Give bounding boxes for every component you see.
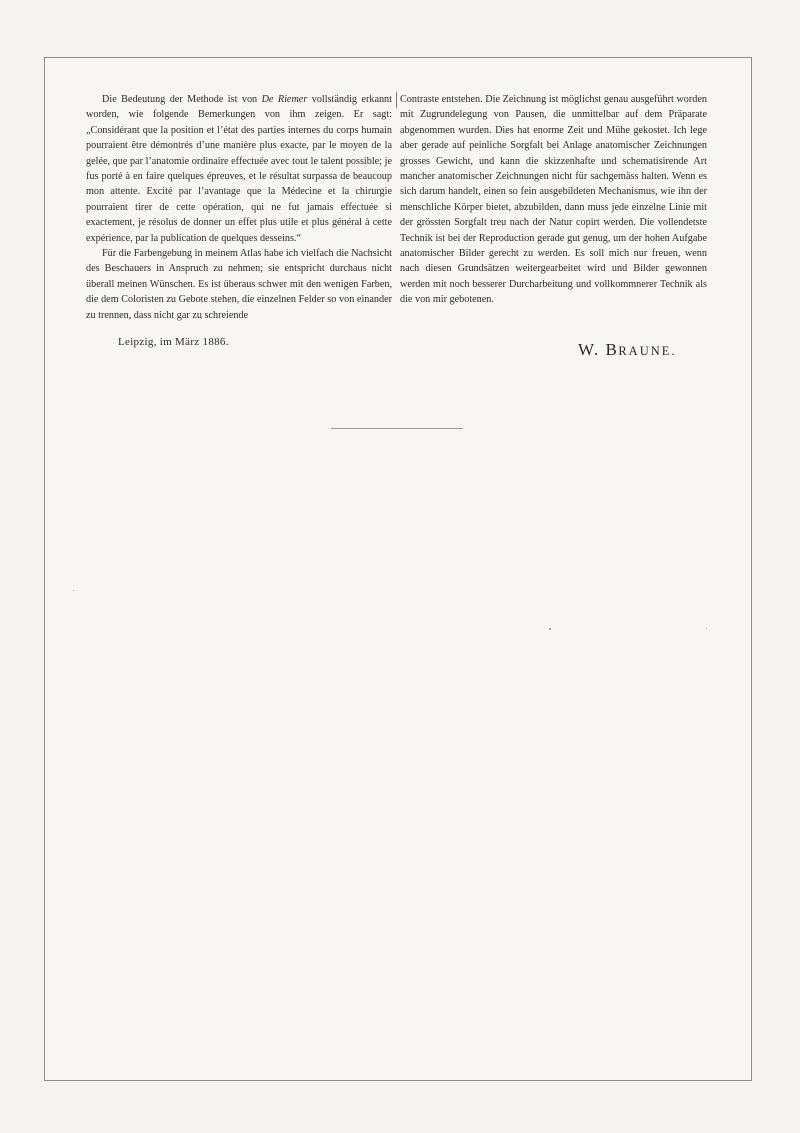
- place-and-date: Leipzig, im März 1886.: [118, 336, 229, 348]
- paper-speck: [73, 590, 74, 591]
- author-name-riemer: De Riemer: [261, 94, 308, 105]
- paragraph-riemer-lead: Die Bedeutung der Methode ist von: [102, 94, 262, 105]
- text-column-left: [86, 92, 392, 323]
- author-signature: [578, 340, 677, 360]
- paragraph-riemer: [86, 92, 392, 246]
- column-divider: [396, 92, 397, 108]
- signature-surname: RAUNE.: [618, 344, 677, 358]
- text-column-right: [400, 92, 707, 308]
- paper-speck: [706, 628, 707, 629]
- signature-initials: W. B: [578, 340, 619, 359]
- end-rule: [331, 428, 463, 429]
- paragraph-riemer-quote: vollständig erkannt worden, wie folgende Bemerkungen von ihm zeigen. Er sagt: „Considérant que la position et l’état des parties internes du corps humain pourraient être démontrés d’une manière plus exacte, par le moyen de la gelée, que par l’anatomie ordinaire effectuée avec tout le talent possible; je fus porté à en faire quelques épreuves, et le résultat surpassa de beaucoup mon attente. Excité par l’avantage que la Médecine et la chirurgie pourraient tirer de cette opération, qui ne fut jamais effectuée si exactement, je résolus de donner un effet plus utile et plus général à cette expérience, par la publication de quelques desseins.“: [86, 94, 392, 244]
- paragraph-farbengebung: Für die Farbengebung in meinem Atlas habe ich vielfach die Nachsicht des Beschauers in Anspruch zu nehmen; sie entspricht durchaus nicht überall meinen Wünschen. Es ist überaus schwer mit den wenigen Farben, die dem Coloristen zu Gebote stehen, die einzelnen Felder so von einander zu trennen, dass nicht gar zu schreiende: [86, 248, 392, 321]
- paragraph-contraste: Contraste entstehen. Die Zeichnung ist möglichst genau ausgeführt worden mit Zugrundelegung von Pausen, die unmittelbar auf dem Präparate abgenommen wurden. Dies hat enorme Zeit und Mühe gekostet. Ich lege aber gerade auf peinliche Sorgfalt bei Anlage anatomischer Zeichnungen grosses Gewicht, und kann die skizzenhafte und schematisirende Art mancher anatomischer Zeichnungen nicht für sachgemäss halten. Wenn es sich darum handelt, einen so fein ausgebildeten Mechanismus, wie ihn der menschliche Körper bietet, abzubilden, dann muss jede einzelne Linie mit der grössten Sorgfalt treu nach der Natur copirt werden. Die vollendetste Technik ist bei der Reproduction gerade gut genug, um der hohen Aufgabe anatomischer Bilder gerecht zu werden. Es soll mich nur freuen, wenn nach diesen Grundsätzen weitergearbeitet wird und Bilder gewonnen werden mit noch besserer Durcharbeitung und vollkommnerer Technik als die von mir gebotenen.: [400, 94, 707, 306]
- paper-speck: [549, 628, 551, 630]
